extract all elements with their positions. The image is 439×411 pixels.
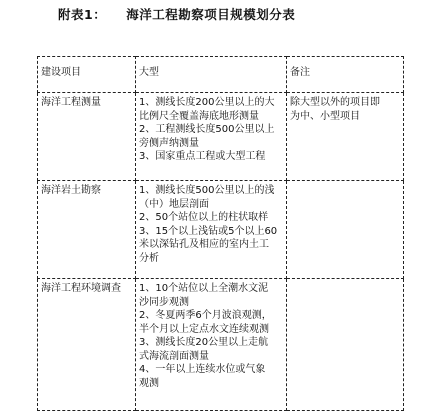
large-line: 1、10个站位以上全潮水文泥 <box>139 283 269 294</box>
row-category: 海洋工程环境调查 <box>38 279 136 411</box>
large-line: 4、一年以上连续水位或气象 <box>139 364 266 375</box>
large-line: 3、测线长度20公里以上走航 <box>139 337 269 348</box>
large-line: 2、50个站位以上的柱状取样 <box>139 212 269 223</box>
note-line: 除大型以外的项目即 <box>290 97 380 108</box>
table-row <box>38 93 404 181</box>
row-note-cell <box>287 93 404 181</box>
scale-classification-table <box>37 56 404 411</box>
title-text: 海洋工程勘察项目规模划分表 <box>126 7 296 22</box>
row-category: 海洋工程测量 <box>38 93 136 181</box>
large-line: 1、测线长度500公里以上的浅 <box>139 185 275 196</box>
large-line: 旁侧声纳测量 <box>139 137 199 149</box>
large-line: 3、15个以上浅钻或5个以上60 <box>139 225 278 237</box>
row-note-cell <box>287 181 404 279</box>
header-project: 建设项目 <box>38 57 136 93</box>
large-line: 式海流剖面测量 <box>139 350 209 362</box>
table-row <box>38 279 404 411</box>
large-line: 1、测线长度200公里以上的大 <box>139 97 275 108</box>
header-large: 大型 <box>136 57 287 93</box>
table-header-row <box>38 57 404 93</box>
row-category: 海洋岩土勘察 <box>38 181 136 279</box>
title-prefix: 附表1： <box>58 7 107 22</box>
large-line: 半个月以上定点水文连续观测 <box>139 323 269 335</box>
large-line: 2、冬夏两季6个月波浪观测， <box>139 310 272 321</box>
large-line: （中）地层剖面 <box>139 198 209 210</box>
row-large-cell <box>136 93 287 181</box>
document-title <box>58 5 295 23</box>
large-line: 3、国家重点工程或大型工程 <box>139 151 266 162</box>
large-line: 分析 <box>139 252 159 264</box>
large-line: 观测 <box>139 377 159 389</box>
table-row <box>38 181 404 279</box>
row-large-cell <box>136 181 287 279</box>
large-line: 沙同步观测 <box>139 296 189 308</box>
large-line: 比例尺全覆盖海底地形测量 <box>139 110 259 122</box>
note-line: 为中、小型项目 <box>290 110 360 122</box>
large-line: 2、工程测线长度500公里以上 <box>139 124 275 135</box>
row-note-cell <box>287 279 404 411</box>
header-note: 备注 <box>287 57 404 93</box>
row-large-cell <box>136 279 287 411</box>
large-line: 米以深钻孔及相应的室内土工 <box>139 239 269 250</box>
